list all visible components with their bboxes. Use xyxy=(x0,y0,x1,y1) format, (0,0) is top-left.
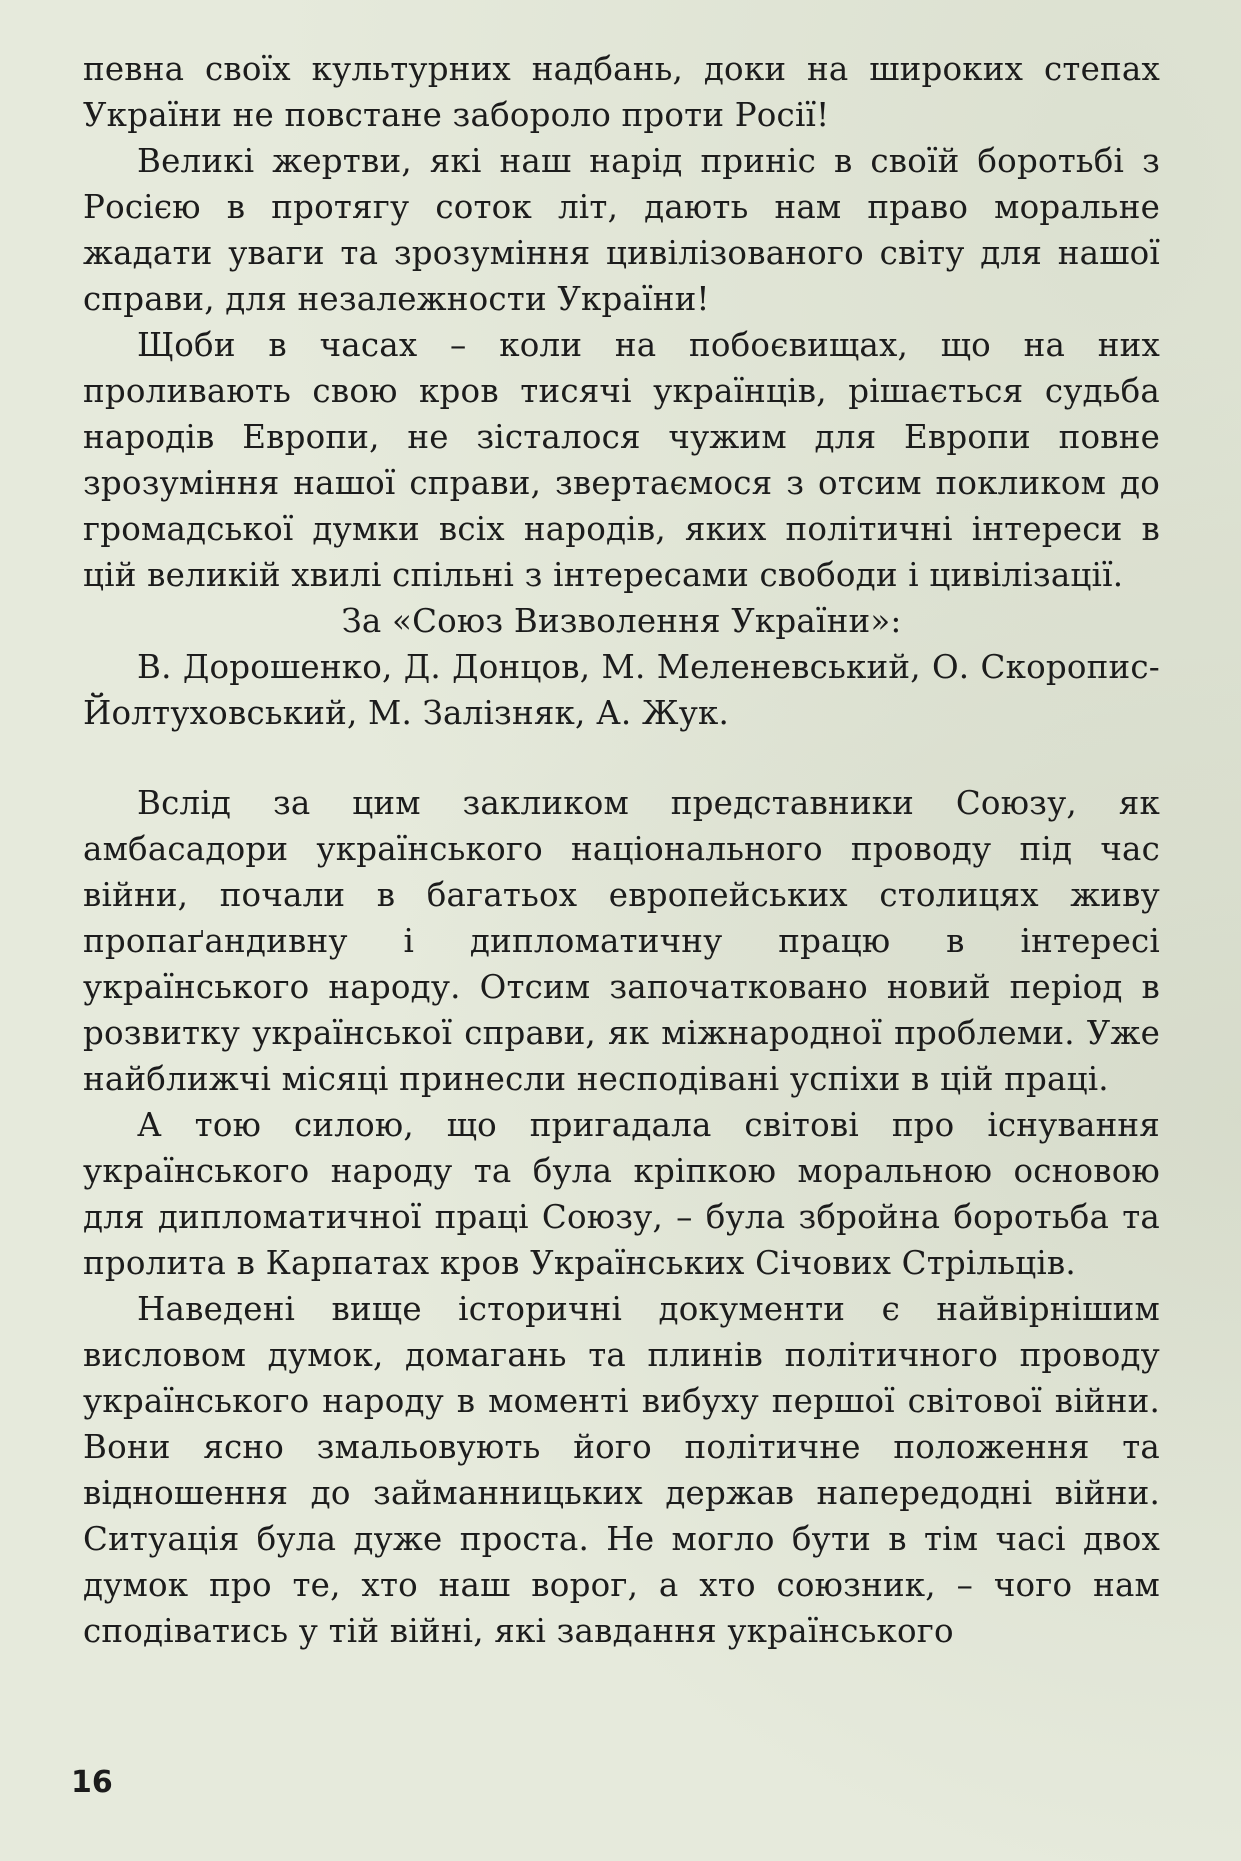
page-number: 16 xyxy=(71,1765,113,1800)
page-body-text xyxy=(83,46,1160,1654)
paragraph-diplomacy: Вслід за цим закликом представники Союзу, як амбасадори українського національного проводу під час війни, почали в багатьох европейських столицях живу пропаґандивну і дипломатичну працю в інтересі українського народу. Отсим започатковано новий період в розвитку української справи, як міжнародної проблеми. Уже найближчі місяці принесли несподівані успіхи в цій праці. xyxy=(83,784,1160,1098)
signature-heading: За «Союз Визволення України»: xyxy=(341,602,902,640)
paragraph-appeal: Щоби в часах – коли на побоєвищах, що на них проливають свою кров тисячі українців, рішається судьба народів Европи, не зісталося чужим для Европи повне зрозуміння нашої справи, звертаємося з отсим покликом до громадської думки всіх народів, яких політичні інтереси в цій великій хвилі спільні з інтересами свободи і цивілізації. xyxy=(83,326,1160,594)
paragraph-sacrifices: Великі жертви, які наш нарід приніс в своїй боротьбі з Росією в протягу соток літ, дають нам право моральне жадати уваги та зрозуміння цивілізованого світу для нашої справи, для незалежности України! xyxy=(83,142,1160,318)
paragraph-continuation: певна своїх культурних надбань, доки на широких степах України не повстане заборолo проти Росії! xyxy=(83,50,1160,134)
paragraph-historical-documents: Наведені вище історичні документи є найвірнішим висловом думок, домагань та плинів політичного проводу українського народу в моменті вибуху першої світової війни. Вони ясно змальовують його політичне положення та відношення до займанницьких держав напередодні війни. Ситуація була дуже проста. Не могло бути в тім часі двох думок про те, хто наш ворог, а хто союзник, – чого нам сподіватись у тій війні, які завдання українського xyxy=(83,1290,1160,1650)
signatories-list: В. Дорошенко, Д. Донцов, М. Меленевський, О. Скоропис-Йолтуховський, М. Залізняк, А. Жук. xyxy=(83,648,1160,732)
paragraph-armed-struggle: А тою силою, що пригадала світові про існування українського народу та була кріпкою моральною основою для дипломатичної праці Союзу, – була збройна боротьба та пролита в Карпатах кров Українських Січових Стрільців. xyxy=(83,1106,1160,1282)
